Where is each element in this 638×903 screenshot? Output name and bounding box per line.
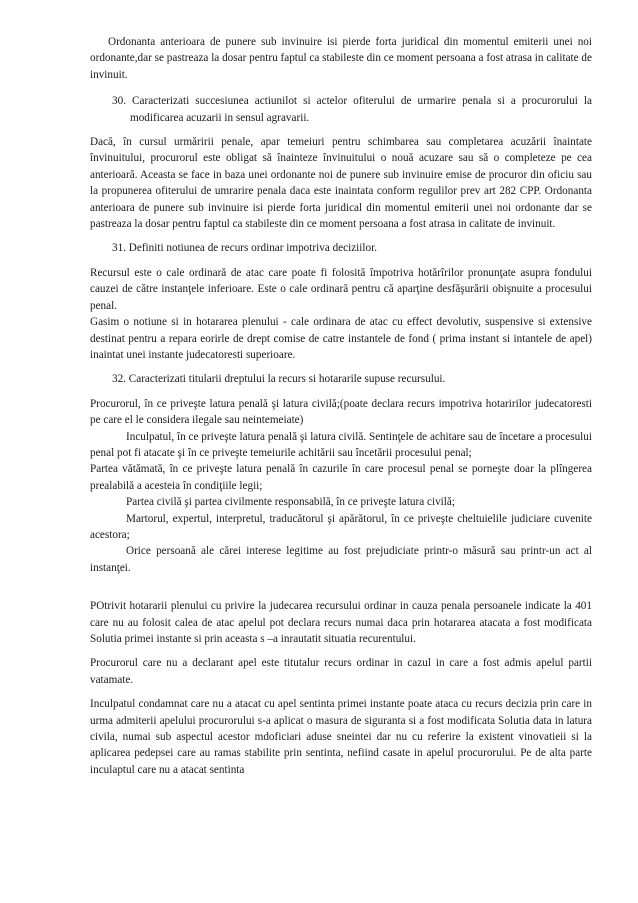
- question-31-heading: 31. Definiti notiunea de recurs ordinar impotriva deciziilor.: [112, 242, 377, 255]
- paragraph-inculpatul-condamnat: Inculpatul condamnat care nu a atacat cu apel sentinta primei instante poate ataca cu recurs decizia prin care in urma admiterii apelului procurorului s-a aplicat o masura de siguranta si a fost modificata Solutia data in latura civila, numai sub aspectul acestor mdoficiari aduse sneintei dar nu cu referire la existent vinovatieii si la aplicarea pedepsei care au ramas stabilite prin sentinta, nefiind casate in apelul procurorului. Pe de alta parte inculaptul care nu a atacat sentinta: [90, 698, 592, 776]
- paragraph-notiune-plen: Gasim o notiune si in hotararea plenului - cale ordinara de atac cu effect devolutiv, suspensive si extensive destinat pentru a repara eorirle de drept comise de catre instantele de fond ( prima instant si intantele de apel) inaintat unei instante judecatoresti superioare.: [90, 316, 592, 361]
- paragraph-inculpatul: Inculpatul, în ce priveşte latura penală şi latura civilă. Sentinţele de achitare sau de încetare a procesului penal pot fi atacate şi în ce priveşte temeiurile achitării sau încetării procesului penal;: [90, 430, 592, 459]
- question-32-heading: 32. Caracterizati titularii dreptului la recurs si hotararile supuse recursului.: [112, 373, 446, 386]
- paragraph-recurs-definitie: Recursul este o cale ordinară de atac care poate fi folosită împotriva hotărîrilor pronunţate asupra fondului cauzei de către instanţele inferioare. Este o cale ordinară pentru că aparţine desfăşurării obişnuite a procesului penal.: [90, 266, 592, 312]
- paragraph-modificare-acuzare: Dacă, în cursul urmăririi penale, apar temeiuri pentru schimbarea sau completarea acuzării înaintate învinuitului, procurorul este obligat să înainteze învinuitului o nouă acuzare sau să o completeze pe cea anterioară. Aceasta se face in baza unei ordonante noi de punere sub invinuire emise de procuror din oficiu sau la propunerea ofiterului de umrarire penala daca este inaintata conform regulilor prev art 282 CPP. Ordonanta anterioara de punere sub invinuire isi pierde forta juridical din momentul emiterii unei noi ordonante dar se pastreaza la dosar pentru faptul ca stabileste din ce moment persoana a fost atrasa in calitate de invinuit.: [90, 136, 592, 231]
- paragraph-partea-civila: Partea civilă şi partea civilmente responsabilă, în ce priveşte latura civilă;: [126, 496, 455, 509]
- paragraph-ordonanta-anterioara: Ordonanta anterioara de punere sub invinuire isi pierde forta juridical din momentul emiterii unei noi ordonante,dar se pastreaza la dosar pentru faptul ca stabileste din ce moment persoana a fost atrasa in calitate de invinuit.: [90, 36, 592, 81]
- paragraph-partea-vatamata: Partea vătămată, în ce priveşte latura penală în cazurile în care procesul penal se porneşte doar la plîngerea prealabilă a acesteia în condiţiile legii;: [90, 463, 592, 492]
- question-30-heading: 30. Caracterizati succesiunea actiunilot si actelor ofiterului de urmarire penala si a procurorului la modificarea acuzarii in sensul agravarii.: [112, 95, 592, 124]
- paragraph-orice-persoana: Orice persoană ale cărei interese legitime au fost prejudiciate printr-o măsură sau printr-un act al instanţei.: [90, 545, 592, 574]
- document-page: [90, 34, 592, 778]
- paragraph-procurorul-apel: Procurorul care nu a declarant apel este titutalur recurs ordinar in cazul in care a fost admis apelul partii vatamate.: [90, 657, 592, 686]
- paragraph-martorul: Martorul, expertul, interpretul, traducătorul şi apărătorul, în ce priveşte cheltuielile judiciare cuvenite acestora;: [90, 512, 592, 541]
- paragraph-procurorul: Procurorul, în ce priveşte latura penală şi latura civilă;(poate declara recurs impotriva hotaririlor judecatoresti pe care el le considera ilegale sau neintemeiate): [90, 397, 592, 427]
- paragraph-hotarare-plen: POtrivit hotararii plenului cu privire la judecarea recursului ordinar in cauza penala persoanele indicate la 401 care nu au folosit calea de atac apelul pot declara recurs numai daca prin hotararea atacata a fost modificata Solutia primei instante si prin aceasta s –a inrautatit situatia recurentului.: [90, 600, 592, 645]
